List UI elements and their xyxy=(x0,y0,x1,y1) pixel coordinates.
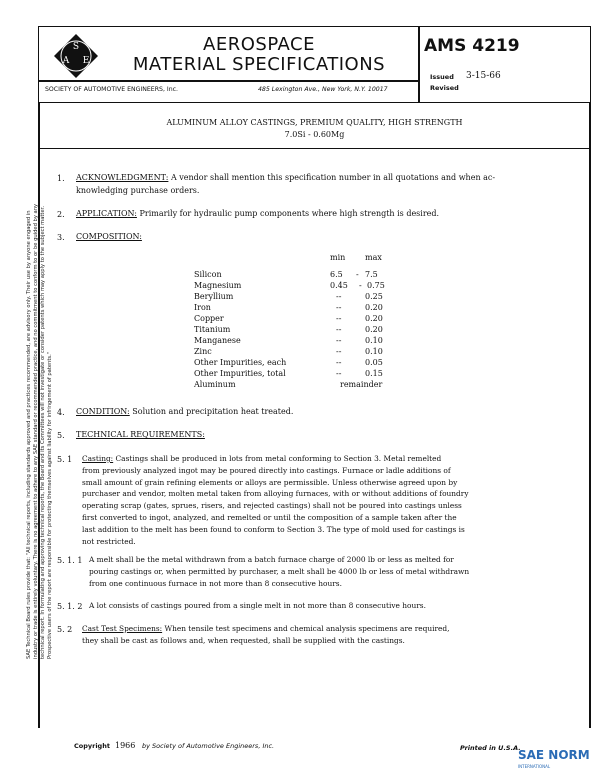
section-condition xyxy=(76,406,586,419)
section-text-cont: knowledging purchase orders. xyxy=(76,185,200,195)
section-number: 4. xyxy=(57,408,65,417)
section-heading: CONDITION: xyxy=(76,407,130,416)
min-value: 6.5 xyxy=(330,270,343,279)
subsection-heading: Casting: xyxy=(82,454,114,463)
issued-label: Issued xyxy=(430,73,454,81)
paragraph-line: purchaser and vendor, molten metal taken from alloying furnaces, with or without additions of foundry xyxy=(82,489,469,499)
element-name: Manganese xyxy=(194,336,241,345)
paragraph-line: When tensile test specimens and chemical analysis specimens are required, xyxy=(164,624,450,633)
copyright-year: 1966 xyxy=(115,741,136,750)
paragraph-line: pouring castings or, when permitted by purchaser, a melt shall be 4000 lb or less of metal withdrawn xyxy=(89,566,470,576)
society-name: SOCIETY OF AUTOMOTIVE ENGINEERS, Inc. xyxy=(45,86,178,93)
element-name: Copper xyxy=(194,314,224,323)
header-rule xyxy=(38,80,418,82)
max-value: 0.15 xyxy=(365,369,383,378)
section-heading: COMPOSITION: xyxy=(76,232,142,241)
max-value: 0.20 xyxy=(365,325,383,334)
printed-in: Printed in U.S.A. xyxy=(460,744,521,752)
element-name: Other Impurities, each xyxy=(194,358,287,367)
subsection-lot: A lot consists of castings poured from a single melt in not more than 8 consecutive hours. xyxy=(89,601,426,610)
element-name: Iron xyxy=(194,303,211,312)
paragraph-line: from one continuous furnace in not more than 8 consecutive hours. xyxy=(89,578,342,588)
min-value: -- xyxy=(336,325,342,334)
element-name: Titanium xyxy=(194,325,231,334)
spec-number: AMS 4219 xyxy=(424,36,520,56)
element-name: Other Impurities, total xyxy=(194,369,286,378)
subsection-melt xyxy=(89,554,589,589)
range-dash: - xyxy=(356,270,359,279)
section-composition xyxy=(76,231,142,244)
subsection-number: 5. 1. 2 xyxy=(57,602,83,611)
org-title-line2: MATERIAL SPECIFICATIONS xyxy=(132,54,386,75)
sae-logo-icon xyxy=(52,33,100,79)
min-value: remainder xyxy=(340,380,383,389)
section-text: Solution and precipitation heat treated. xyxy=(132,407,294,416)
min-value: -- xyxy=(336,303,342,312)
section-number: 5. xyxy=(57,431,65,440)
title-divider xyxy=(38,148,591,149)
copyright-holder: by Society of Automotive Engineers, Inc. xyxy=(142,742,275,750)
element-name: Magnesium xyxy=(194,281,242,290)
svg-text:A: A xyxy=(62,56,70,66)
max-value: 0.20 xyxy=(365,314,383,323)
min-value: -- xyxy=(336,347,342,356)
subsection-test-specimens xyxy=(82,623,588,647)
min-value: -- xyxy=(336,369,342,378)
issued-date: 3-15-66 xyxy=(466,71,501,81)
max-value: 0.05 xyxy=(365,358,383,367)
min-header: min xyxy=(330,253,346,262)
max-value: 7.5 xyxy=(365,270,378,279)
paragraph-line: small amount of grain refining elements or alloys are permissible. Unless otherwise agreed upon by xyxy=(82,477,458,487)
section-heading: ACKNOWLEDGMENT: xyxy=(76,173,169,182)
document-subtitle: 7.0Si - 0.60Mg xyxy=(284,130,345,139)
sae-norm-sub: INTERNATIONAL xyxy=(518,764,551,769)
paragraph-line: not restricted. xyxy=(82,536,136,546)
element-name: Aluminum xyxy=(194,380,236,389)
section-acknowledgment xyxy=(76,172,586,197)
section-heading: TECHNICAL REQUIREMENTS: xyxy=(76,430,205,439)
max-value: 0.75 xyxy=(367,281,385,290)
max-value: 0.25 xyxy=(365,292,383,301)
subsection-casting xyxy=(82,453,588,547)
max-value: 0.20 xyxy=(365,303,383,312)
sae-norm-watermark: SAE NORM xyxy=(518,748,590,762)
paragraph-line: they shall be cast as follows and, when requested, shall be supplied with the castings. xyxy=(82,635,405,645)
section-number: 3. xyxy=(57,233,65,242)
subsection-heading: Cast Test Specimens: xyxy=(82,624,163,633)
copyright-label: Copyright xyxy=(74,742,110,750)
paragraph-line: first converted to ingot, analyzed, and remelted or until the composition of a sample taken after the xyxy=(82,512,457,522)
svg-text:E: E xyxy=(82,56,90,66)
element-name: Beryllium xyxy=(194,292,234,301)
max-value: 0.10 xyxy=(365,336,383,345)
element-name: Zinc xyxy=(194,347,212,356)
org-title-line1: AEROSPACE xyxy=(203,34,315,55)
element-name: Silicon xyxy=(194,270,222,279)
min-value: -- xyxy=(336,314,342,323)
section-number: 2. xyxy=(57,210,65,219)
paragraph-line: last addition to the melt has been found to conform to Section 3. The type of mold used for castings is xyxy=(82,524,465,534)
section-application xyxy=(76,208,586,221)
section-number: 1. xyxy=(57,174,65,183)
section-text: Primarily for hydraulic pump components where high strength is desired. xyxy=(139,209,440,218)
section-technical xyxy=(76,429,205,442)
min-value: 0.45 xyxy=(330,281,348,290)
section-heading: APPLICATION: xyxy=(76,209,137,218)
min-value: -- xyxy=(336,292,342,301)
society-address: 485 Lexington Ave., New York, N.Y. 10017 xyxy=(258,86,388,93)
paragraph-line: A melt shall be the metal withdrawn from a batch furnace charge of 2000 lb or less as melted for xyxy=(89,555,454,564)
header-divider xyxy=(418,26,420,103)
subsection-number: 5. 1 xyxy=(57,455,73,464)
max-header: max xyxy=(365,253,382,262)
min-value: -- xyxy=(336,336,342,345)
paragraph-line: from previously analyzed ingot may be poured directly into castings. Furnace or ladle additions of xyxy=(82,465,451,475)
right-margin-rule xyxy=(589,103,591,728)
document-title: ALUMINUM ALLOY CASTINGS, PREMIUM QUALITY, HIGH STRENGTH xyxy=(166,118,463,127)
min-value: -- xyxy=(336,358,342,367)
subsection-number: 5. 2 xyxy=(57,625,73,634)
section-text: A vendor shall mention this specification number in all quotations and when ac- xyxy=(170,173,496,182)
svg-text:S: S xyxy=(72,42,80,52)
paragraph-line: Castings shall be produced in lots from metal conforming to Section 3. Metal remelted xyxy=(115,454,442,463)
legal-side-note: SAE Technical Board rules provide that: "All technical reports, including standards approved and practices recommended, are advisory only. Their use by anyone engaged in industry or trade is entirely voluntary. There is no agreement to adhere to any SAE standard or recommended practice, and no commitment to conform to or be guided by any technical report. In formulating and approving technical reports, the Board and its Committees will not investigate or consider patents which may apply to the subject matter. Prospective users of the report are responsible for protecting themselves against liability for infringement of patents." xyxy=(26,203,53,659)
revised-label: Revised xyxy=(430,84,459,92)
subsection-number: 5. 1. 1 xyxy=(57,556,83,565)
max-value: 0.10 xyxy=(365,347,383,356)
paragraph-line: operating scrap (gates, sprues, risers, and rejected castings) shall not be poured into castings unless xyxy=(82,501,462,511)
range-dash: - xyxy=(359,281,362,290)
